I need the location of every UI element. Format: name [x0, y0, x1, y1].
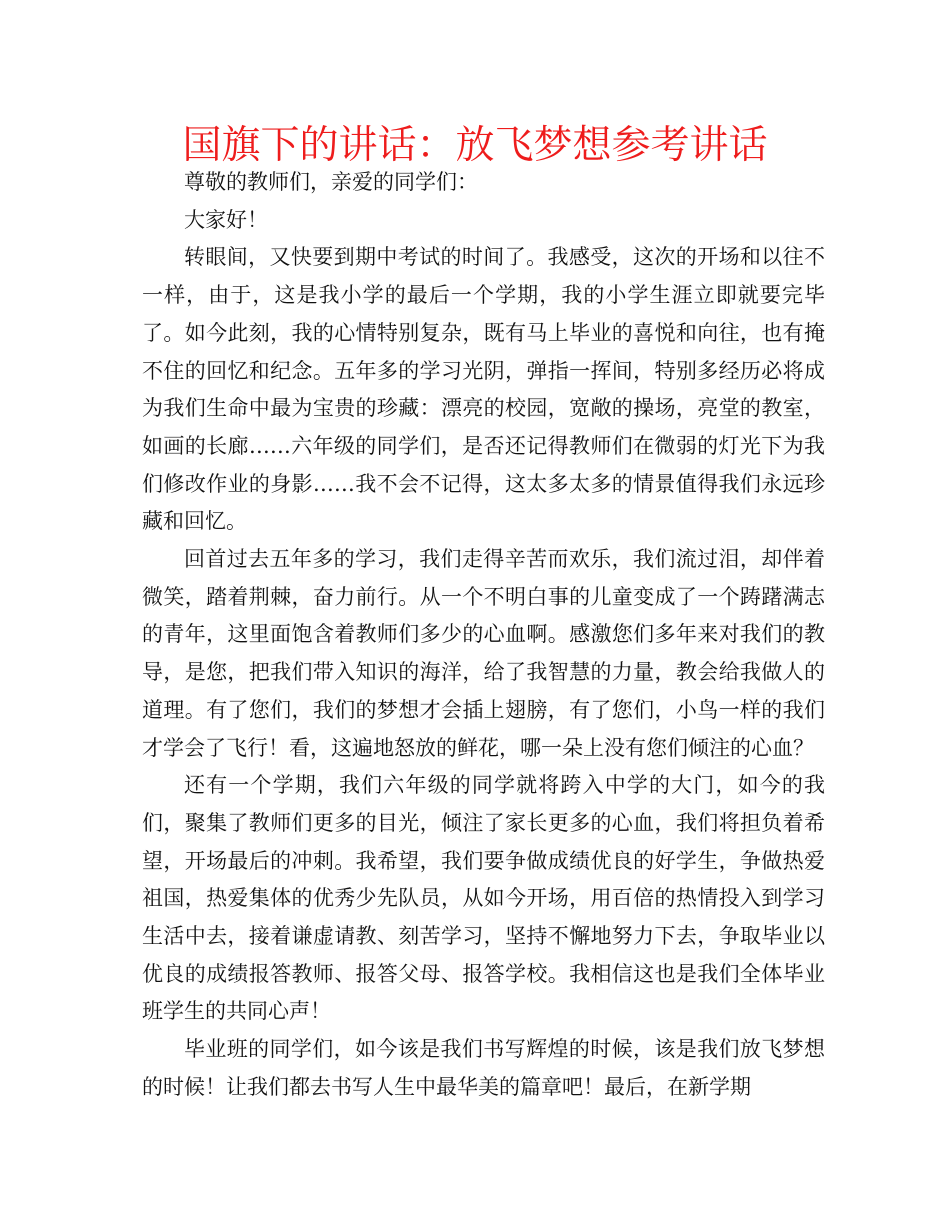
- body-paragraph: 回首过去五年多的学习，我们走得辛苦而欢乐，我们流过泪，却伴着微笑，踏着荆棘，奋力前行。从一个不明白事的儿童变成了一个踌躇满志的青年，这里面饱含着教师们多少的心血啊。感激您们多年来对我们的教导，是您，把我们带入知识的海洋，给了我智慧的力量，教会给我做人的道理。有了您们，我们的梦想才会插上翅膀，有了您们，小鸟一样的我们才学会了飞行！看，这遍地怒放的鲜花，哪一朵上没有您们倾注的心血？: [142, 547, 825, 760]
- body-paragraph: 还有一个学期，我们六年级的同学就将跨入中学的大门，如今的我们，聚集了教师们更多的目光，倾注了家长更多的心血，我们将担负着希望，开场最后的冲刺。我希望，我们要争做成绩优良的好学生，争做热爱祖国，热爱集体的优秀少先队员，从如今开场，用百倍的热情投入到学习生活中去，接着谦虚请教、刻苦学习，坚持不懈地努力下去，争取毕业以优良的成绩报答教师、报答父母、报答学校。我相信这也是我们全体毕业班学生的共同心声！: [142, 773, 825, 1024]
- salutation-paragraph: 尊敬的教师们，亲爱的同学们：: [184, 170, 478, 194]
- greeting-paragraph: 大家好！: [184, 207, 268, 232]
- page-title: 国旗下的讲话：放飞梦想参考讲话: [182, 123, 768, 168]
- speech-body: [142, 164, 825, 1107]
- body-paragraph: 转眼间，又快要到期中考试的时间了。我感受，这次的开场和以往不一样，由于，这是我小学的最后一个学期，我的小学生涯立即就要完毕了。如今此刻，我的心情特别复杂，既有马上毕业的喜悦和向往，也有掩不住的回忆和纪念。五年多的学习光阴，弹指一挥间，特别多经历必将成为我们生命中最为宝贵的珍藏：漂亮的校园，宽敞的操场，亮堂的教室，如画的长廊……六年级的同学们，是否还记得教师们在微弱的灯光下为我们修改作业的身影……我不会不记得，这太多太多的情景值得我们永远珍藏和回忆。: [142, 245, 825, 534]
- body-paragraph: 毕业班的同学们，如今该是我们书写辉煌的时候，该是我们放飞梦想的时候！让我们都去书写人生中最华美的篇章吧！最后，在新学期: [142, 1037, 825, 1099]
